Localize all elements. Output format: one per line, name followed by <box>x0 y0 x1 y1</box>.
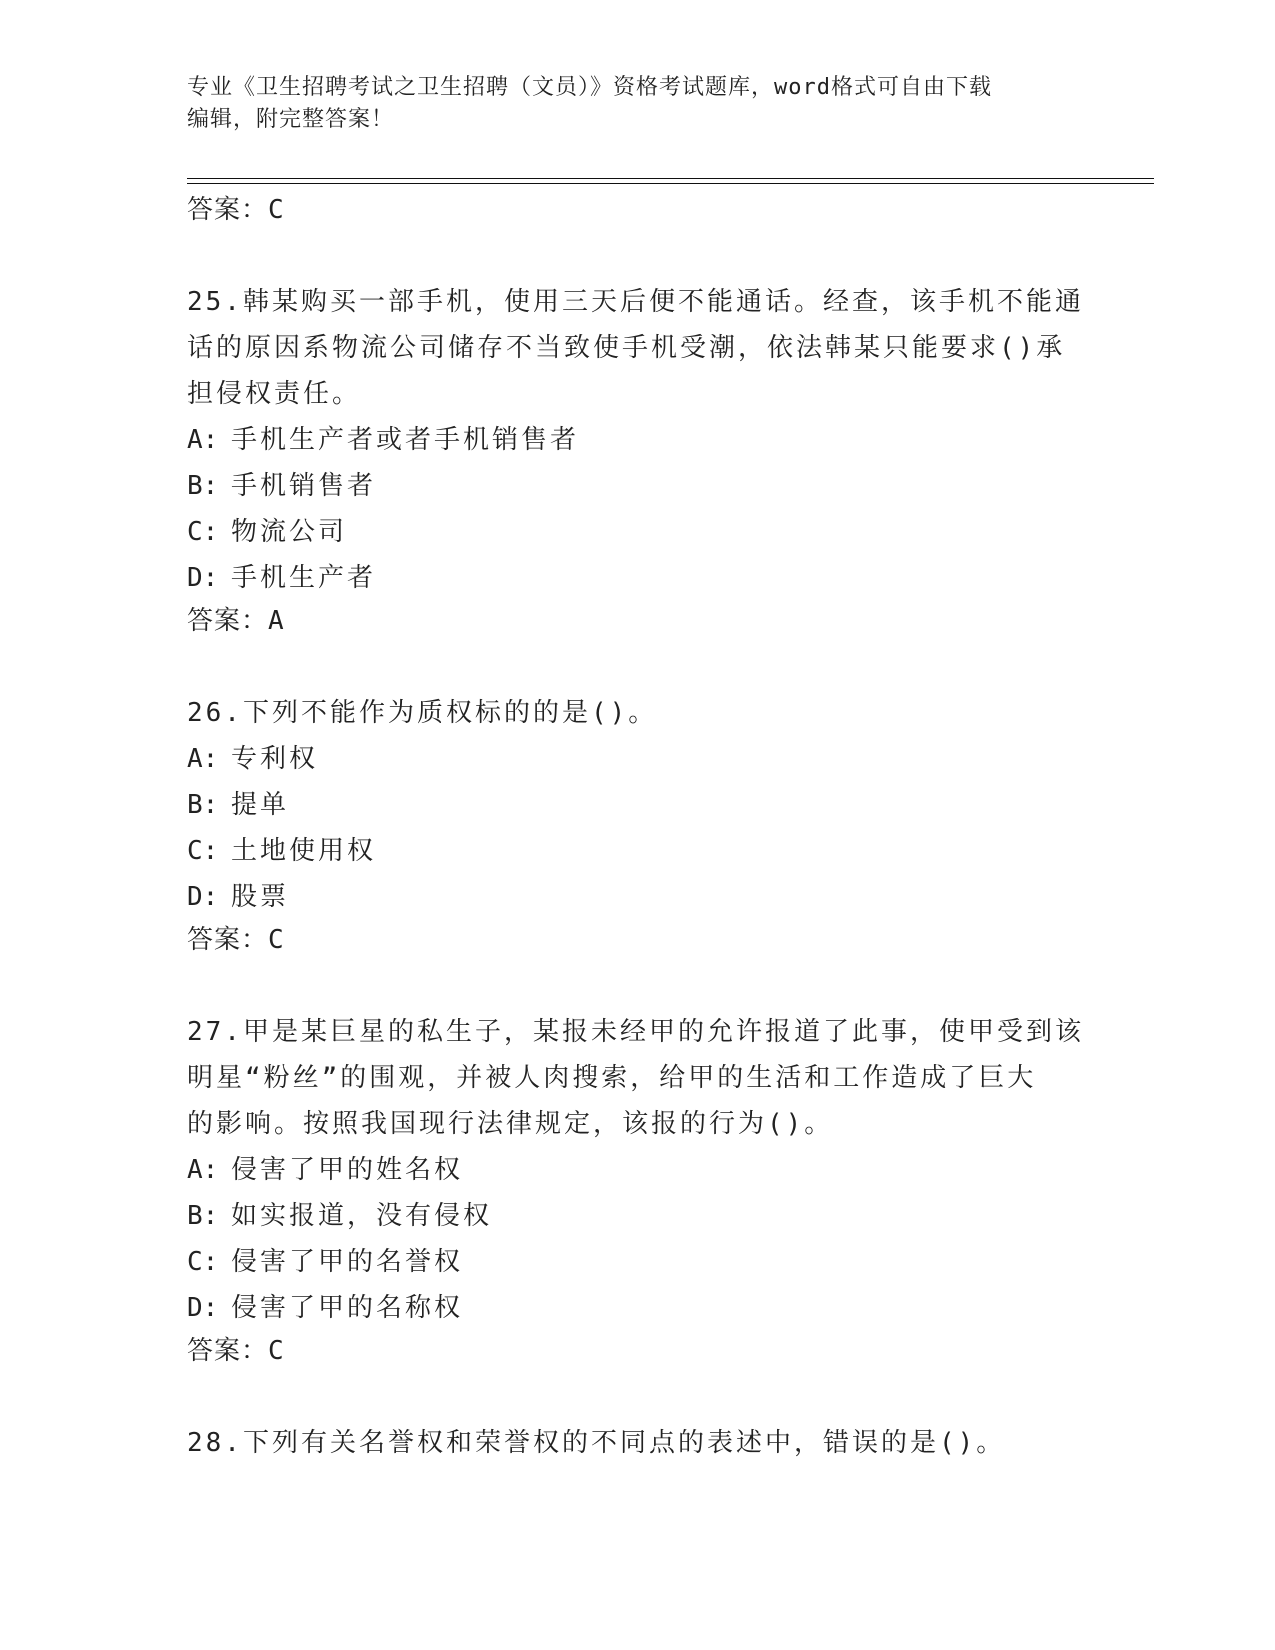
question-stem-line: 26.下列不能作为质权标的的是()。 <box>187 698 658 728</box>
answer-line: 答案：A <box>187 606 285 636</box>
option-key: C: <box>187 517 219 547</box>
question-26 <box>187 690 1107 959</box>
option-text: 手机生产者 <box>231 563 377 593</box>
option-key: D: <box>187 882 219 912</box>
header-line-2: 编辑，附完整答案！ <box>187 107 395 132</box>
option-text: 如实报道，没有侵权 <box>231 1201 493 1231</box>
question-stem-line: 明星“粉丝”的围观，并被人肉搜索，给甲的生活和工作造成了巨大 <box>187 1063 1037 1093</box>
option-key: B: <box>187 790 219 820</box>
question-27 <box>187 1009 1107 1370</box>
question-stem-line: 25.韩某购买一部手机，使用三天后便不能通话。经查，该手机不能通 <box>187 287 1084 317</box>
option-d <box>187 555 1107 601</box>
option-text: 物流公司 <box>231 517 348 547</box>
option-key: D: <box>187 563 219 593</box>
option-a <box>187 1147 1107 1193</box>
option-text: 侵害了甲的名称权 <box>231 1293 464 1323</box>
question-stem-line: 27.甲是某巨星的私生子，某报未经甲的允许报道了此事，使甲受到该 <box>187 1017 1084 1047</box>
header-line-1: 专业《卫生招聘考试之卫生招聘（文员）》资格考试题库，word格式可自由下载 <box>187 75 992 100</box>
answer-line: 答案：C <box>187 925 285 955</box>
header-divider-top <box>187 178 1154 179</box>
question-25 <box>187 279 1107 640</box>
header-divider-bottom <box>187 183 1154 184</box>
option-key: C: <box>187 836 219 866</box>
option-c <box>187 1239 1107 1285</box>
option-key: A: <box>187 425 219 455</box>
option-b <box>187 463 1107 509</box>
option-a <box>187 736 1107 782</box>
option-key: B: <box>187 471 219 501</box>
option-b <box>187 782 1107 828</box>
option-key: C: <box>187 1247 219 1277</box>
option-text: 提单 <box>231 790 290 820</box>
option-text: 土地使用权 <box>231 836 377 866</box>
question-stem-line: 话的原因系物流公司储存不当致使手机受潮，依法韩某只能要求()承 <box>187 333 1066 363</box>
document-header <box>187 72 1087 136</box>
document-content <box>187 190 1107 1466</box>
question-stem-line: 28.下列有关名誉权和荣誉权的不同点的表述中，错误的是()。 <box>187 1428 1006 1458</box>
question-stem-line: 的影响。按照我国现行法律规定，该报的行为()。 <box>187 1109 834 1139</box>
option-text: 专利权 <box>231 744 319 774</box>
option-text: 侵害了甲的名誉权 <box>231 1247 464 1277</box>
option-key: A: <box>187 744 219 774</box>
question-stem-line: 担侵权责任。 <box>187 379 362 409</box>
option-c <box>187 828 1107 874</box>
option-text: 侵害了甲的姓名权 <box>231 1155 464 1185</box>
option-text: 手机销售者 <box>231 471 377 501</box>
question-28 <box>187 1420 1107 1466</box>
option-key: D: <box>187 1293 219 1323</box>
option-text: 股票 <box>231 882 290 912</box>
option-key: B: <box>187 1201 219 1231</box>
option-text: 手机生产者或者手机销售者 <box>231 425 580 455</box>
answer-line: 答案：C <box>187 1336 285 1366</box>
option-d <box>187 874 1107 920</box>
option-key: A: <box>187 1155 219 1185</box>
option-c <box>187 509 1107 555</box>
option-b <box>187 1193 1107 1239</box>
option-d <box>187 1285 1107 1331</box>
answer-line: 答案：C <box>187 195 285 225</box>
option-a <box>187 417 1107 463</box>
